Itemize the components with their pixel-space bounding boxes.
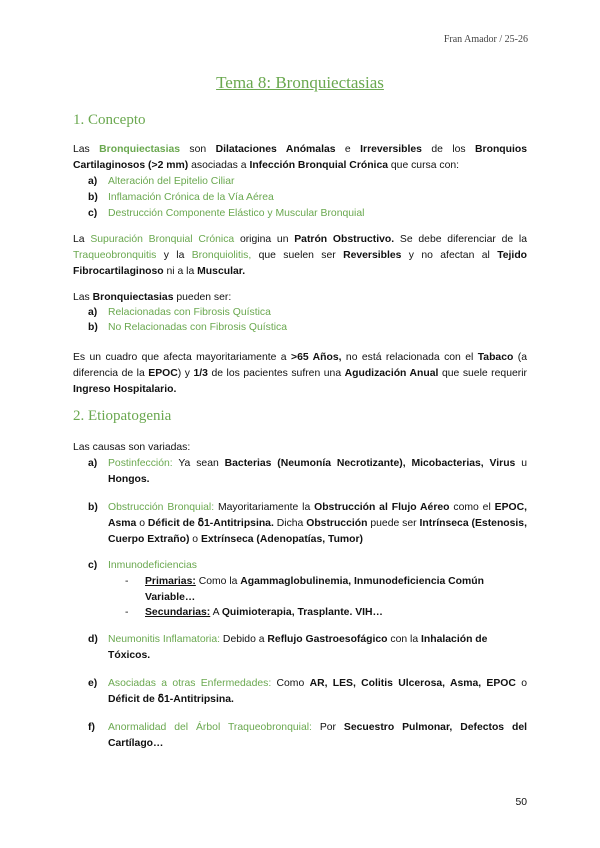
bold-term: Infección Bronquial Crónica bbox=[249, 160, 388, 171]
term: Bronquiolitis, bbox=[191, 250, 252, 261]
list-label: d) bbox=[88, 634, 98, 645]
text: o bbox=[136, 518, 148, 529]
bold-term: Agammaglobulinemia, Inmunodeficiencia Común Variable… bbox=[145, 576, 484, 603]
list-label: f) bbox=[88, 722, 95, 733]
term: Obstrucción Bronquial: bbox=[108, 502, 215, 513]
text: e bbox=[335, 144, 361, 155]
list-item bbox=[88, 320, 527, 336]
text: o bbox=[515, 678, 527, 689]
list-item-asociadas bbox=[88, 676, 527, 708]
text: con la bbox=[387, 634, 422, 645]
text: ) y bbox=[177, 368, 194, 379]
paragraph-epidemiology bbox=[73, 350, 527, 398]
bold-term: Tejido Fibrocartilaginoso bbox=[73, 250, 528, 277]
list-label: b) bbox=[88, 502, 98, 513]
text: que suelen ser bbox=[251, 250, 344, 261]
bold-term: Bacterias (Neumonía Necrotizante), Micobacterias, Virus bbox=[224, 458, 516, 469]
section-heading-concepto: 1. Concepto bbox=[73, 112, 146, 128]
text: puede ser bbox=[367, 518, 420, 529]
bold-term: Reversibles bbox=[343, 250, 402, 261]
sub-item-secundarias bbox=[125, 605, 527, 621]
bold-term: Patrón Obstructivo. bbox=[294, 234, 395, 245]
bold-term: EPOC, Asma bbox=[108, 502, 527, 529]
list-item bbox=[88, 206, 527, 222]
bold-term: Ingreso Hospitalario. bbox=[73, 384, 177, 395]
text: Como bbox=[271, 678, 310, 689]
text: o bbox=[189, 534, 201, 545]
list-text: No Relacionadas con Fibrosis Quística bbox=[108, 322, 288, 333]
list-text: Alteración del Epitelio Ciliar bbox=[108, 176, 235, 187]
text: de los bbox=[421, 144, 476, 155]
sub-label: Primarias: bbox=[145, 576, 196, 587]
paragraph-supuracion bbox=[73, 232, 527, 280]
bold-term: Secuestro Pulmonar, Defectos del Cartílago… bbox=[108, 722, 527, 749]
list-item bbox=[88, 305, 527, 321]
bold-term: Reflujo Gastroesofágico bbox=[267, 634, 388, 645]
text: origina un bbox=[234, 234, 295, 245]
term: Asociadas a otras Enfermedades: bbox=[108, 678, 272, 689]
text: A bbox=[210, 607, 222, 618]
text: de los pacientes sufren una bbox=[207, 368, 345, 379]
page-title: Tema 8: Bronquiectasias bbox=[216, 73, 384, 92]
paragraph-definition bbox=[73, 142, 527, 174]
dash: - bbox=[125, 576, 129, 587]
bold-term: Obstrucción al Flujo Aéreo bbox=[314, 502, 450, 513]
list-item bbox=[88, 190, 527, 206]
text: Es un cuadro que afecta mayoritariamente a bbox=[73, 352, 291, 363]
text: y no afectan al bbox=[401, 250, 498, 261]
text: Ya sean bbox=[172, 458, 225, 469]
list-item-inmunodeficiencias bbox=[88, 558, 527, 574]
text: que cursa con: bbox=[388, 160, 460, 171]
dash: - bbox=[125, 607, 129, 618]
list-label: a) bbox=[88, 458, 98, 469]
bold-term: Déficit de ẟ1-Antitripsina. bbox=[108, 694, 234, 705]
list-item bbox=[88, 174, 527, 190]
paragraph-intro: Las causas son variadas: bbox=[73, 442, 191, 453]
bold-term: AR, LES, Colitis Ulcerosa, Asma, EPOC bbox=[309, 678, 516, 689]
list-label: b) bbox=[88, 192, 98, 203]
text: Dicha bbox=[273, 518, 307, 529]
text: (a diferencia de la bbox=[73, 352, 527, 379]
list-item-neumonitis bbox=[88, 632, 527, 664]
list-text: Inflamación Crónica de la Vía Aérea bbox=[108, 192, 274, 203]
bold-term: >65 Años, bbox=[291, 352, 342, 363]
text: Se debe diferenciar de la bbox=[394, 234, 527, 245]
text: Mayoritariamente la bbox=[214, 502, 315, 513]
text: Debido a bbox=[220, 634, 268, 645]
term: Anormalidad del Árbol Traqueobronquial: bbox=[108, 722, 312, 733]
bold-term: Agudización Anual bbox=[344, 368, 439, 379]
paragraph-types bbox=[73, 290, 527, 306]
bold-term: 1/3 bbox=[193, 368, 208, 379]
text: pueden ser: bbox=[173, 292, 232, 303]
text: La bbox=[73, 234, 91, 245]
term: Neumonitis Inflamatoria: bbox=[108, 634, 221, 645]
list-item-obstruccion bbox=[88, 500, 527, 548]
text: Las bbox=[73, 292, 93, 303]
list-text: Destrucción Componente Elástico y Muscular Bronquial bbox=[108, 208, 365, 219]
list-item-anormalidad bbox=[88, 720, 527, 752]
term: Traqueobronquitis bbox=[73, 250, 157, 261]
list-label: a) bbox=[88, 176, 98, 187]
term: Supuración Bronquial Crónica bbox=[90, 234, 235, 245]
bold-term: Intrínseca (Estenosis, Cuerpo Extraño) bbox=[108, 518, 527, 545]
bold-term: Dilataciones Anómalas bbox=[215, 144, 336, 155]
text: no está relacionada con el bbox=[341, 352, 478, 363]
bold-term: Bronquios Cartilaginosos (>2 mm) bbox=[73, 144, 527, 171]
text: y la bbox=[156, 250, 192, 261]
list-label: c) bbox=[88, 208, 98, 219]
bold-term: Inhalación de Tóxicos. bbox=[108, 634, 488, 661]
text: ni a la bbox=[163, 266, 198, 277]
list-text: Relacionadas con Fibrosis Quística bbox=[108, 307, 271, 318]
term: Postinfección: bbox=[108, 458, 173, 469]
bold-term: EPOC bbox=[148, 368, 178, 379]
list-label: c) bbox=[88, 560, 98, 571]
text: Las bbox=[73, 144, 100, 155]
term: Inmunodeficiencias bbox=[108, 560, 197, 571]
list-label: a) bbox=[88, 307, 98, 318]
section-heading-etiopatogenia: 2. Etiopatogenia bbox=[73, 408, 172, 424]
bold-term: Extrínseca (Adenopatías, Tumor) bbox=[200, 534, 364, 545]
text: como el bbox=[449, 502, 495, 513]
text: asociadas a bbox=[188, 160, 250, 171]
list-label: e) bbox=[88, 678, 98, 689]
bold-term: Déficit de ẟ1-Antitripsina. bbox=[147, 518, 274, 529]
sub-item-primarias bbox=[125, 574, 527, 606]
list-label: b) bbox=[88, 322, 98, 333]
text: Como la bbox=[195, 576, 241, 587]
list-item-postinfeccion bbox=[88, 456, 527, 488]
text: que suele requerir bbox=[438, 368, 527, 379]
term: Bronquiectasias bbox=[99, 144, 181, 155]
bold-term: Irreversibles bbox=[360, 144, 422, 155]
bold-term: Obstrucción bbox=[306, 518, 368, 529]
page-number: 50 bbox=[515, 797, 527, 808]
bold-term: Bronquiectasias bbox=[92, 292, 174, 303]
text: son bbox=[180, 144, 216, 155]
bold-term: Hongos. bbox=[108, 474, 150, 485]
text: u bbox=[515, 458, 528, 469]
bold-term: Tabaco bbox=[477, 352, 514, 363]
header-author: Fran Amador / 25-26 bbox=[443, 34, 528, 45]
bold-term: Muscular. bbox=[197, 266, 246, 277]
sub-label: Secundarias: bbox=[145, 607, 211, 618]
text: Por bbox=[311, 722, 344, 733]
bold-term: Quimioterapia, Trasplante. VIH… bbox=[221, 607, 383, 618]
